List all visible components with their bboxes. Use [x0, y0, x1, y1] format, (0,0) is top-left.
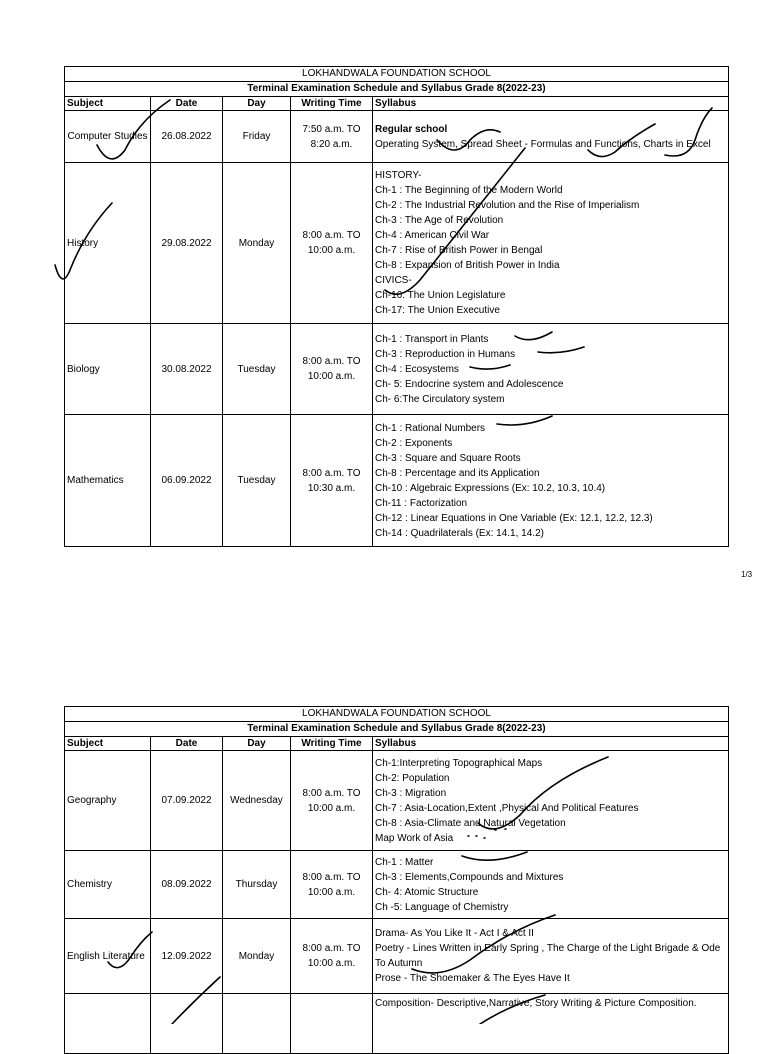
syllabus-line: Regular school	[375, 123, 448, 135]
header-subject: Subject	[65, 97, 151, 111]
date-cell: 07.09.2022	[151, 751, 223, 851]
syllabus-line: Ch-2 : The Industrial Revolution and the Rise of Imperialism	[375, 200, 640, 211]
syllabus-line: Ch-8 : Percentage and its Application	[375, 467, 540, 479]
syllabus-line: Ch-1 : Matter	[375, 856, 434, 868]
date-cell: 30.08.2022	[151, 324, 223, 415]
header-date: Date	[151, 97, 223, 111]
school-name: LOKHANDWALA FOUNDATION SCHOOL	[65, 67, 729, 82]
day-cell: Friday	[223, 111, 291, 163]
syllabus-line: Ch- 5: Endocrine system and Adolescence	[375, 378, 564, 390]
syllabus-cell	[373, 751, 729, 851]
syllabus-line: Ch-7 : Asia-Location,Extent ,Physical And Political Features	[375, 802, 639, 814]
syllabus-line: CIVICS-	[375, 275, 412, 286]
day-cell: Tuesday	[223, 324, 291, 415]
syllabus-line: Ch-2 : Exponents	[375, 437, 453, 449]
syllabus-line: Ch-8 : Asia-Climate and Natural Vegetation	[375, 817, 566, 829]
header-writing-time: Writing Time	[291, 737, 373, 751]
syllabus-line: Ch-3 : Migration	[375, 787, 447, 799]
syllabus-line: Poetry - Lines Written in Early Spring , The Charge of the Light Brigade & Ode To Autumn	[375, 943, 721, 969]
syllabus-line: Ch-17: The Union Executive	[375, 305, 500, 316]
table-row	[65, 163, 729, 324]
syllabus-line: Ch-1 : Rational Numbers	[375, 422, 486, 434]
syllabus-line: Ch-1 : Transport in Plants	[375, 333, 489, 345]
schedule-table-1	[64, 66, 729, 547]
date-cell: 06.09.2022	[151, 415, 223, 547]
syllabus-line: Ch-1 : The Beginning of the Modern World	[375, 185, 563, 196]
date-cell: 08.09.2022	[151, 851, 223, 919]
syllabus-line: Ch- 6:The Circulatory system	[375, 393, 505, 405]
syllabus-line: Ch-11 : Factorization	[375, 497, 468, 509]
syllabus-line: Map Work of Asia	[375, 832, 454, 844]
syllabus-line: Ch-10 : Algebraic Expressions (Ex: 10.2, 10.3, 10.4)	[375, 482, 606, 494]
date-cell: 12.09.2022	[151, 919, 223, 994]
day-cell: Monday	[223, 919, 291, 994]
page-number: 1/3	[741, 570, 753, 579]
time-cell: 8:00 a.m. TO 10:30 a.m.	[291, 415, 373, 547]
day-cell: Wednesday	[223, 751, 291, 851]
subject-cell: Mathematics	[65, 415, 151, 547]
syllabus-cell	[373, 851, 729, 919]
syllabus-line: Ch-2: Population	[375, 772, 450, 784]
syllabus-line: Ch-3 : The Age of Revolution	[375, 215, 504, 226]
table-row	[65, 111, 729, 163]
date-cell: 26.08.2022	[151, 111, 223, 163]
header-day: Day	[223, 737, 291, 751]
subject-cell: History	[65, 163, 151, 324]
syllabus-line: HISTORY-	[375, 170, 422, 181]
table-row	[65, 919, 729, 994]
table-row	[65, 751, 729, 851]
table-row	[65, 851, 729, 919]
syllabus-line: Operating System, Spread Sheet - Formulas and Functions, Charts in Excel	[375, 138, 711, 150]
syllabus-line: Ch-4 : Ecosystems	[375, 363, 459, 375]
syllabus-line: Ch-3 : Reproduction in Humans	[375, 348, 516, 360]
time-cell: 7:50 a.m. TO 8:20 a.m.	[291, 111, 373, 163]
syllabus-cell	[373, 919, 729, 994]
syllabus-line: Prose - The Shoemaker & The Eyes Have It	[375, 973, 570, 984]
header-date: Date	[151, 737, 223, 751]
syllabus-line: Composition- Descriptive,Narrative, Story Writing & Picture Composition.	[375, 998, 697, 1009]
syllabus-cell	[373, 324, 729, 415]
header-day: Day	[223, 97, 291, 111]
header-syllabus: Syllabus	[373, 97, 729, 111]
time-cell: 8:00 a.m. TO 10:00 a.m.	[291, 324, 373, 415]
schedule-table-2	[64, 706, 729, 1054]
time-cell: 8:00 a.m. TO 10:00 a.m.	[291, 919, 373, 994]
syllabus-line: Ch-8 : Expansion of British Power in India	[375, 260, 560, 271]
syllabus-line: Ch- 4: Atomic Structure	[375, 886, 479, 898]
table-row	[65, 415, 729, 547]
syllabus-cell	[373, 111, 729, 163]
time-cell: 8:00 a.m. TO 10:00 a.m.	[291, 163, 373, 324]
school-name: LOKHANDWALA FOUNDATION SCHOOL	[65, 707, 729, 722]
syllabus-line: Ch -5: Language of Chemistry	[375, 901, 509, 913]
syllabus-line: Ch-12 : Linear Equations in One Variable (Ex: 12.1, 12.2, 12.3)	[375, 512, 653, 524]
header-syllabus: Syllabus	[373, 737, 729, 751]
syllabus-cell	[373, 415, 729, 547]
table-row	[65, 324, 729, 415]
syllabus-line: Ch-3 : Square and Square Roots	[375, 452, 521, 464]
syllabus-line: Ch-4 : American Civil War	[375, 230, 490, 241]
time-cell: 8:00 a.m. TO 10:00 a.m.	[291, 851, 373, 919]
syllabus-line: Ch-3 : Elements,Compounds and Mixtures	[375, 871, 564, 883]
day-cell: Tuesday	[223, 415, 291, 547]
header-subject: Subject	[65, 737, 151, 751]
syllabus-line: Ch-1:Interpreting Topographical Maps	[375, 757, 543, 769]
day-cell: Thursday	[223, 851, 291, 919]
day-cell: Monday	[223, 163, 291, 324]
subject-cell: Geography	[65, 751, 151, 851]
subject-cell: Computer Studies	[65, 111, 151, 163]
subject-cell: English Literature	[65, 919, 151, 994]
schedule-title: Terminal Examination Schedule and Syllabus Grade 8(2022-23)	[65, 722, 729, 737]
subject-cell: Chemistry	[65, 851, 151, 919]
syllabus-cell	[373, 163, 729, 324]
syllabus-line: Ch-7 : Rise of British Power in Bengal	[375, 245, 543, 256]
syllabus-line: Drama- As You Like It - Act I & Act II	[375, 928, 534, 939]
date-cell: 29.08.2022	[151, 163, 223, 324]
schedule-title: Terminal Examination Schedule and Syllabus Grade 8(2022-23)	[65, 82, 729, 97]
syllabus-line: Ch-16: The Union Legislature	[375, 290, 506, 301]
syllabus-line: Ch-14 : Quadrilaterals (Ex: 14.1, 14.2)	[375, 527, 544, 539]
header-writing-time: Writing Time	[291, 97, 373, 111]
time-cell: 8:00 a.m. TO 10:00 a.m.	[291, 751, 373, 851]
subject-cell: Biology	[65, 324, 151, 415]
